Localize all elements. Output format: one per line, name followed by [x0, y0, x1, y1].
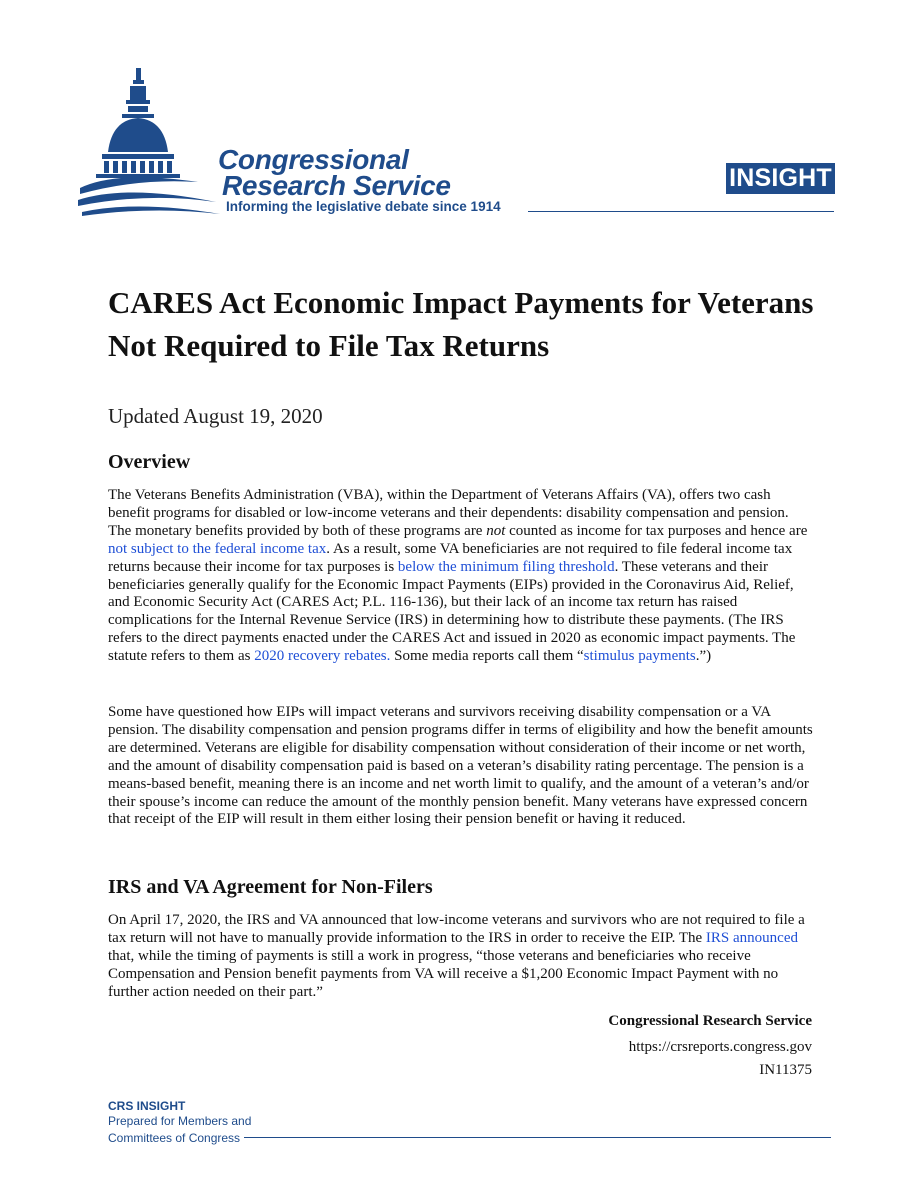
brand-name-line1: Congressional — [218, 144, 409, 175]
document-title: CARES Act Economic Impact Payments for Veterans Not Required to File Tax Returns — [108, 285, 814, 363]
overview-paragraph-2: Some have questioned how EIPs will impact veterans and survivors receiving disability compensation or a VA pension. The disability compensation and pension programs differ in terms of eligibility and how the benefit amounts are determined. Veterans are eligible for disability compensation without consideration of their income or net worth, and the amount of disability compensation paid is based on a veteran’s disability rating percentage. The pension is a means-based benefit, meaning there is an income and net worth limit to qualify, and the amount of a veteran’s and/or their spouse’s income can reduce the amount of the monthly pension benefit. Many veterans have expressed concern that receipt of the EIP will result in them either losing their pension benefit or having it reduced. — [108, 704, 813, 828]
text-segment: counted as income for tax purposes and hence are — [505, 522, 808, 539]
meta-report-id: IN11375 — [759, 1062, 812, 1078]
link-stimulus-payments[interactable]: stimulus payments — [583, 648, 696, 665]
text-segment: . As a result, some VA beneficiaries are not required to file federal income tax returns because their income for tax purposes is — [108, 540, 793, 575]
link-not-subject-to-tax[interactable]: not subject to the federal income tax — [108, 540, 327, 557]
footer-prepared-line1: Prepared for Members and — [108, 1114, 252, 1128]
brand-tagline: Informing the legislative debate since 1914 — [226, 199, 501, 214]
capitol-dome-logo-icon — [78, 66, 223, 216]
section-heading-agreement: IRS and VA Agreement for Non-Filers — [108, 876, 433, 898]
updated-date: Updated August 19, 2020 — [108, 404, 323, 428]
header-divider — [528, 211, 834, 212]
footer-label: CRS INSIGHT — [108, 1099, 186, 1113]
link-filing-threshold[interactable]: below the minimum filing threshold — [397, 558, 615, 575]
text-segment: The Veterans Benefits Administration (VBA), within the Department of Veterans Affairs (VA), offers two cash benefit programs for disabled or low-income veterans and their dependents: disability compensation and pension. The monetary benefits provided by both of these programs are — [108, 487, 789, 539]
link-irs-announced[interactable]: IRS announced — [705, 929, 798, 946]
footer-prepared-line2: Committees of Congress — [108, 1131, 241, 1145]
text-segment: that, while the timing of payments is still a work in progress, “those veterans and beneficiaries who receive Compensation and Pension benefit payments from VA will receive a $1,200 Economic Impact Payment with no further action needed on their part.” — [108, 947, 779, 1000]
agreement-paragraph-1 — [108, 912, 814, 1002]
insight-badge: INSIGHT — [726, 163, 835, 194]
section-heading-overview: Overview — [108, 451, 191, 473]
meta-organization: Congressional Research Service — [608, 1013, 812, 1029]
text-segment: On April 17, 2020, the IRS and VA announced that low-income veterans and survivors who are not required to file a tax return will not have to manually provide information to the IRS in order to receive the EIP. The — [108, 912, 805, 946]
link-recovery-rebates[interactable]: 2020 recovery rebates. — [254, 648, 391, 665]
footer-divider — [244, 1137, 831, 1138]
text-segment: . These veterans and their beneficiaries generally qualify for the Economic Impact Payments (EIPs) provided in the Coronavirus Aid, Relief, and Economic Security Act (CARES Act; P.L. 116-136), but their lack of an income tax return has raised complications for the Internal Revenue Service (IRS) in determining how to distribute these payments. (The IRS refers to the direct payments enacted under the CARES Act and issued in 2020 as economic impact payments. The statute refers to them as — [108, 558, 796, 665]
meta-url[interactable]: https://crsreports.congress.gov — [628, 1039, 812, 1055]
overview-paragraph-1 — [108, 487, 814, 666]
brand-name-line2: Research Service — [222, 170, 451, 201]
emphasis-not: not — [486, 522, 506, 539]
text-segment: Some media reports call them “ — [390, 648, 584, 665]
text-segment: .”) — [695, 648, 712, 665]
